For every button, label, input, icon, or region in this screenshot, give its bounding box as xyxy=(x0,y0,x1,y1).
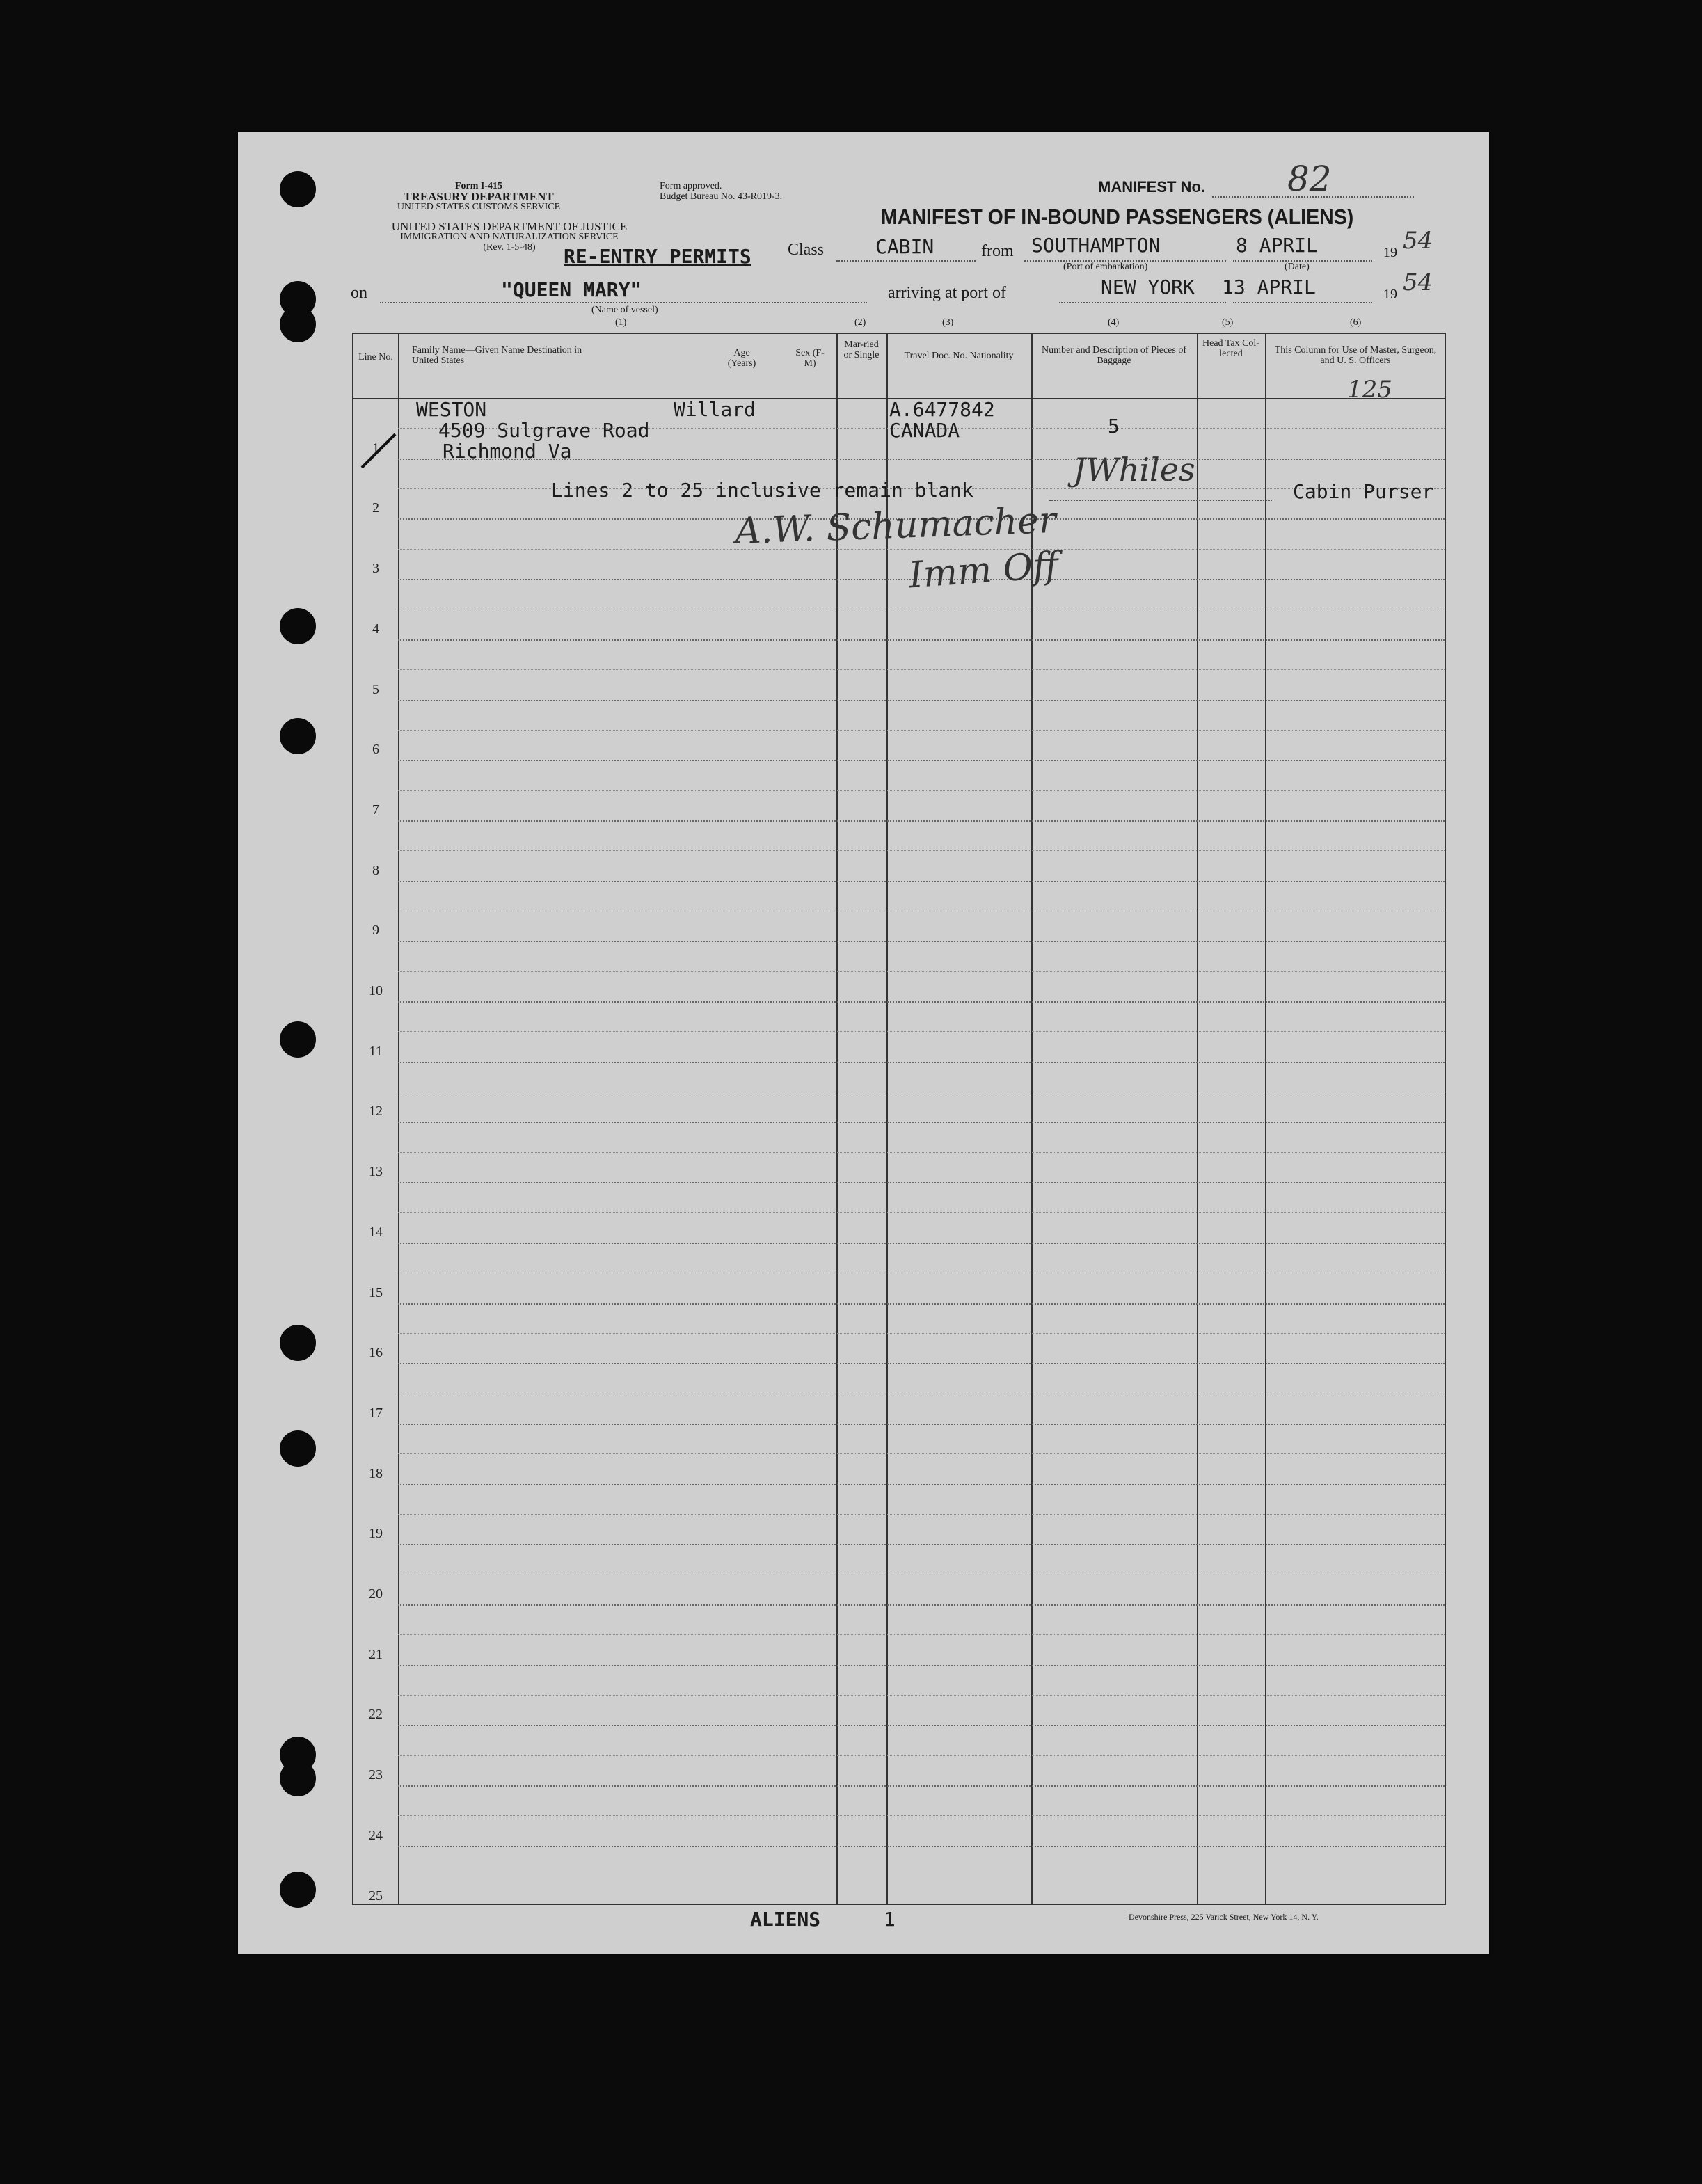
row-number: 1 xyxy=(372,440,379,456)
col-num: (2) xyxy=(854,317,866,328)
col-header-name: Family Name—Given Name Destination in United States xyxy=(412,345,582,366)
officer-title: Imm Off xyxy=(907,544,1060,597)
family-name: WESTON xyxy=(416,398,487,421)
budget-bureau: Budget Bureau No. 43-R019-3. xyxy=(660,191,783,202)
row-number: 12 xyxy=(369,1103,383,1119)
year-prefix-2: 19 xyxy=(1383,287,1397,302)
row-line xyxy=(398,1544,1445,1545)
row-subline xyxy=(398,971,1445,972)
row-subline xyxy=(398,730,1445,731)
travel-doc-no: A.6477842 xyxy=(889,398,995,421)
row-number: 11 xyxy=(369,1043,383,1059)
revision: (Rev. 1-5-48) xyxy=(483,242,536,253)
row-number: 23 xyxy=(369,1767,383,1783)
row-subline xyxy=(398,1152,1445,1153)
ins-service: IMMIGRATION AND NATURALIZATION SERVICE xyxy=(400,232,619,242)
row-line xyxy=(398,1785,1445,1787)
vessel-line xyxy=(380,302,867,303)
vessel-caption: (Name of vessel) xyxy=(591,305,658,315)
class-label: Class xyxy=(788,241,825,259)
row-number: 13 xyxy=(369,1164,383,1180)
row-line xyxy=(398,1122,1445,1123)
row-subline xyxy=(398,549,1445,550)
purser-sign-line xyxy=(1049,500,1272,501)
binder-hole xyxy=(280,1760,316,1796)
row-line xyxy=(398,1846,1445,1847)
row-subline xyxy=(398,1755,1445,1756)
row-subline xyxy=(398,1815,1445,1816)
row-subline xyxy=(398,1634,1445,1635)
binder-hole xyxy=(280,608,316,644)
justice-dept: UNITED STATES DEPARTMENT OF JUSTICE xyxy=(391,220,628,233)
row-number: 5 xyxy=(372,681,379,697)
arrival-port: NEW YORK xyxy=(1101,276,1195,298)
port-embarkation: SOUTHAMPTON xyxy=(1031,234,1161,257)
row-number: 22 xyxy=(369,1707,383,1723)
depart-date: 8 APRIL xyxy=(1236,234,1319,257)
approval-block xyxy=(660,181,782,202)
row-subline xyxy=(398,669,1445,670)
row-number: 16 xyxy=(369,1345,383,1361)
row-number: 14 xyxy=(369,1224,383,1240)
blank-lines-note: Lines 2 to 25 inclusive remain blank xyxy=(551,479,973,502)
customs-service: UNITED STATES CUSTOMS SERVICE xyxy=(397,202,561,212)
nationality: CANADA xyxy=(889,419,960,442)
row-number: 7 xyxy=(372,802,379,818)
baggage-count: 5 xyxy=(1108,415,1120,438)
class-line xyxy=(836,260,976,262)
row-line xyxy=(398,881,1445,882)
officer-signature: A.W. Schumacher xyxy=(734,499,1057,553)
row-number: 25 xyxy=(369,1888,383,1904)
purser-label: Cabin Purser xyxy=(1293,480,1434,503)
col-divider xyxy=(886,334,888,1904)
row-number: 9 xyxy=(372,923,379,939)
col-header-age: Age (Years) xyxy=(727,348,756,369)
col-num: (3) xyxy=(942,317,954,328)
arrival-year: 54 xyxy=(1403,269,1433,296)
given-name: Willard xyxy=(674,398,756,421)
row-line xyxy=(398,820,1445,822)
col-header-married: Mar-ried or Single xyxy=(843,340,880,360)
manifest-sheet xyxy=(238,132,1489,1954)
row-line xyxy=(398,760,1445,761)
binder-hole xyxy=(280,306,316,342)
row-subline xyxy=(398,1514,1445,1515)
binder-hole xyxy=(280,1872,316,1908)
col-header-officers: This Column for Use of Master, Surgeon, and U. S. Officers xyxy=(1274,345,1437,366)
row-line xyxy=(398,1725,1445,1726)
row-line xyxy=(398,700,1445,701)
row-line xyxy=(398,1303,1445,1305)
address-city: Richmond Va xyxy=(443,440,572,463)
row-subline xyxy=(398,1695,1445,1696)
aliens-label: ALIENS xyxy=(750,1908,821,1931)
col-header-sex: Sex (F-M) xyxy=(795,348,825,369)
manifest-number: 82 xyxy=(1287,159,1332,199)
check-mark-icon xyxy=(359,431,401,473)
row-number: 6 xyxy=(372,742,379,758)
treasury-dept: TREASURY DEPARTMENT xyxy=(404,190,554,203)
binder-hole xyxy=(280,1325,316,1361)
row-line xyxy=(398,1363,1445,1364)
row-number: 19 xyxy=(369,1526,383,1542)
binder-hole xyxy=(280,1430,316,1467)
col-header-head-tax: Head Tax Col-lected xyxy=(1202,338,1259,359)
col-divider xyxy=(836,334,838,1904)
port-embarkation-caption: (Port of embarkation) xyxy=(1063,262,1148,272)
binder-hole xyxy=(280,171,316,207)
row-line xyxy=(398,1243,1445,1244)
printer-credit: Devonshire Press, 225 Varick Street, New York 14, N. Y. xyxy=(1129,1912,1319,1922)
purser-signature: JWhiles xyxy=(1073,451,1195,488)
on-label: on xyxy=(351,284,367,302)
row-subline xyxy=(398,1453,1445,1454)
row-number: 15 xyxy=(369,1284,383,1300)
row-subline xyxy=(398,1031,1445,1032)
arriving-label: arriving at port of xyxy=(888,284,1006,302)
arrival-date: 13 APRIL xyxy=(1222,276,1316,298)
row-line xyxy=(398,1424,1445,1425)
col-divider xyxy=(1265,334,1266,1904)
col-num: (1) xyxy=(615,317,627,328)
manifest-no-label: MANIFEST No. xyxy=(1098,178,1205,196)
row-number: 24 xyxy=(369,1827,383,1843)
date-caption: (Date) xyxy=(1285,262,1310,272)
manifest-title: MANIFEST OF IN-BOUND PASSENGERS (ALIENS) xyxy=(881,205,1354,229)
col-divider xyxy=(398,334,399,1904)
form-header-block xyxy=(374,181,583,212)
col-num: (5) xyxy=(1222,317,1234,328)
year-prefix: 19 xyxy=(1383,245,1397,260)
row-line xyxy=(398,1062,1445,1063)
col-num: (6) xyxy=(1350,317,1362,328)
row-number: 21 xyxy=(369,1646,383,1662)
row-number: 8 xyxy=(372,862,379,878)
arrival-port-line xyxy=(1059,302,1226,303)
re-entry-permits: RE-ENTRY PERMITS xyxy=(564,245,751,268)
arrival-date-line xyxy=(1233,302,1372,303)
depart-year: 54 xyxy=(1403,227,1433,255)
row-line xyxy=(398,1484,1445,1485)
form-approved: Form approved. xyxy=(660,181,722,191)
row-line xyxy=(398,1665,1445,1666)
binder-hole xyxy=(280,1021,316,1058)
row-number: 4 xyxy=(372,621,379,637)
row-number: 2 xyxy=(372,500,379,516)
row-subline xyxy=(398,1212,1445,1213)
class-value: CABIN xyxy=(875,235,934,258)
form-number: Form I-415 xyxy=(454,181,503,191)
col-header-travel-doc: Travel Doc. No. Nationality xyxy=(904,351,1014,361)
aliens-count: 1 xyxy=(884,1908,896,1931)
row-line xyxy=(398,1182,1445,1183)
row-line xyxy=(398,639,1445,641)
row-line xyxy=(398,1604,1445,1606)
row-subline xyxy=(398,790,1445,791)
col-divider xyxy=(1197,334,1198,1904)
row-line xyxy=(398,941,1445,942)
row-number: 10 xyxy=(369,983,383,998)
row-number: 3 xyxy=(372,561,379,577)
row-line xyxy=(398,1001,1445,1003)
binder-hole xyxy=(280,718,316,754)
passenger-table xyxy=(352,333,1446,1905)
address-street: 4509 Sulgrave Road xyxy=(438,419,650,442)
row-subline xyxy=(398,1333,1445,1334)
officer-number: 125 xyxy=(1347,376,1392,404)
row-number: 17 xyxy=(369,1405,383,1421)
vessel-name: "QUEEN MARY" xyxy=(501,278,642,301)
col-header-baggage: Number and Description of Pieces of Baggage xyxy=(1042,345,1186,366)
row-subline xyxy=(398,850,1445,851)
col-num: (4) xyxy=(1108,317,1120,328)
col-header-line-no: Line No. xyxy=(358,352,393,362)
row-number: 18 xyxy=(369,1465,383,1481)
from-label: from xyxy=(981,242,1014,260)
row-number: 20 xyxy=(369,1586,383,1602)
